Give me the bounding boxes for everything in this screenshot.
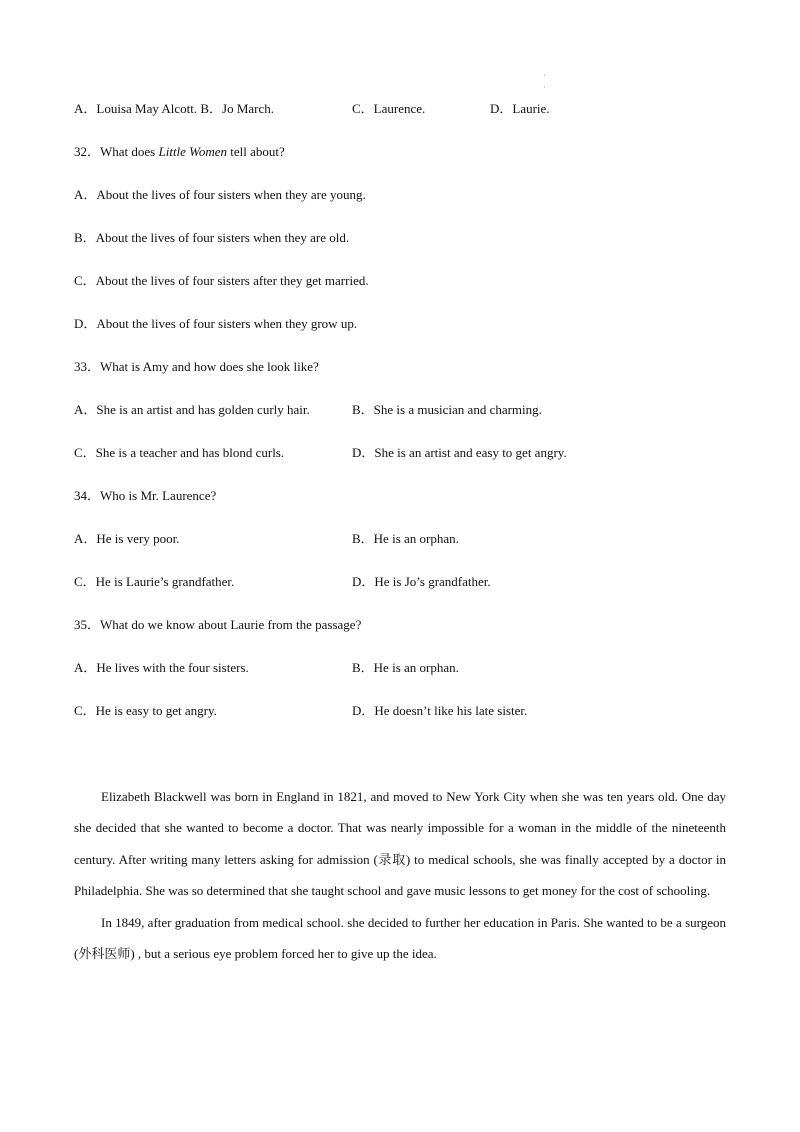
q33-stem: 33．What is Amy and how does she look like? — [74, 359, 319, 374]
q35-option-b: B．He is an orphan. — [352, 660, 459, 675]
q31-option-d: D．Laurie. — [490, 101, 550, 116]
q31-option-c: C．Laurence. — [352, 101, 426, 116]
q31-option-a-b: A．Louisa May Alcott. B．Jo March. — [74, 101, 275, 116]
q34-option-a: A．He is very poor. — [74, 531, 180, 546]
q34-option-d: D．He is Jo’s grandfather. — [352, 574, 491, 589]
passage-paragraph-2: In 1849, after graduation from medical school. she decided to further her education in Paris. She wanted to be a surgeon (外科医师) , but a serious eye problem forced her to give up the idea. — [74, 914, 726, 962]
q32-stem-prefix: 32．What does — [74, 144, 159, 159]
q33-option-d: D．She is an artist and easy to get angry. — [352, 445, 567, 460]
page-marker-dots: · · — [543, 71, 546, 92]
q32-stem — [74, 144, 285, 160]
q32-option-b: B．About the lives of four sisters when they are old. — [74, 230, 350, 245]
q32-stem-suffix: tell about? — [226, 144, 285, 159]
q33-option-c: C．She is a teacher and has blond curls. — [74, 445, 285, 460]
reading-passage — [74, 781, 726, 969]
q32-book-title: Little Women — [158, 144, 227, 159]
q35-stem: 35．What do we know about Laurie from the passage? — [74, 617, 362, 632]
q35-option-c: C．He is easy to get angry. — [74, 703, 217, 718]
q34-option-b: B．He is an orphan. — [352, 531, 459, 546]
q32-option-a: A．About the lives of four sisters when they are young. — [74, 187, 366, 202]
q32-option-d: D．About the lives of four sisters when they grow up. — [74, 316, 358, 331]
q33-option-a: A．She is an artist and has golden curly hair. — [74, 402, 310, 417]
q32-option-c: C．About the lives of four sisters after they get married. — [74, 273, 369, 288]
q35-option-a: A．He lives with the four sisters. — [74, 660, 249, 675]
q33-option-b: B．She is a musician and charming. — [352, 402, 542, 417]
q35-option-d: D．He doesn’t like his late sister. — [352, 703, 528, 718]
q34-stem: 34．Who is Mr. Laurence? — [74, 488, 217, 503]
passage-paragraph-1: Elizabeth Blackwell was born in England in 1821, and moved to New York City when she was ten years old. One day she decided that she wanted to become a doctor. That was nearly impossible for a woman in the middle of the nineteenth century. After writing many letters asking for admission (录取) to medical schools, she was finally accepted by a doctor in Philadelphia. She was so determined that she taught school and gave music lessons to get money for the cost of schooling. — [74, 789, 726, 899]
q34-option-c: C．He is Laurie’s grandfather. — [74, 574, 235, 589]
